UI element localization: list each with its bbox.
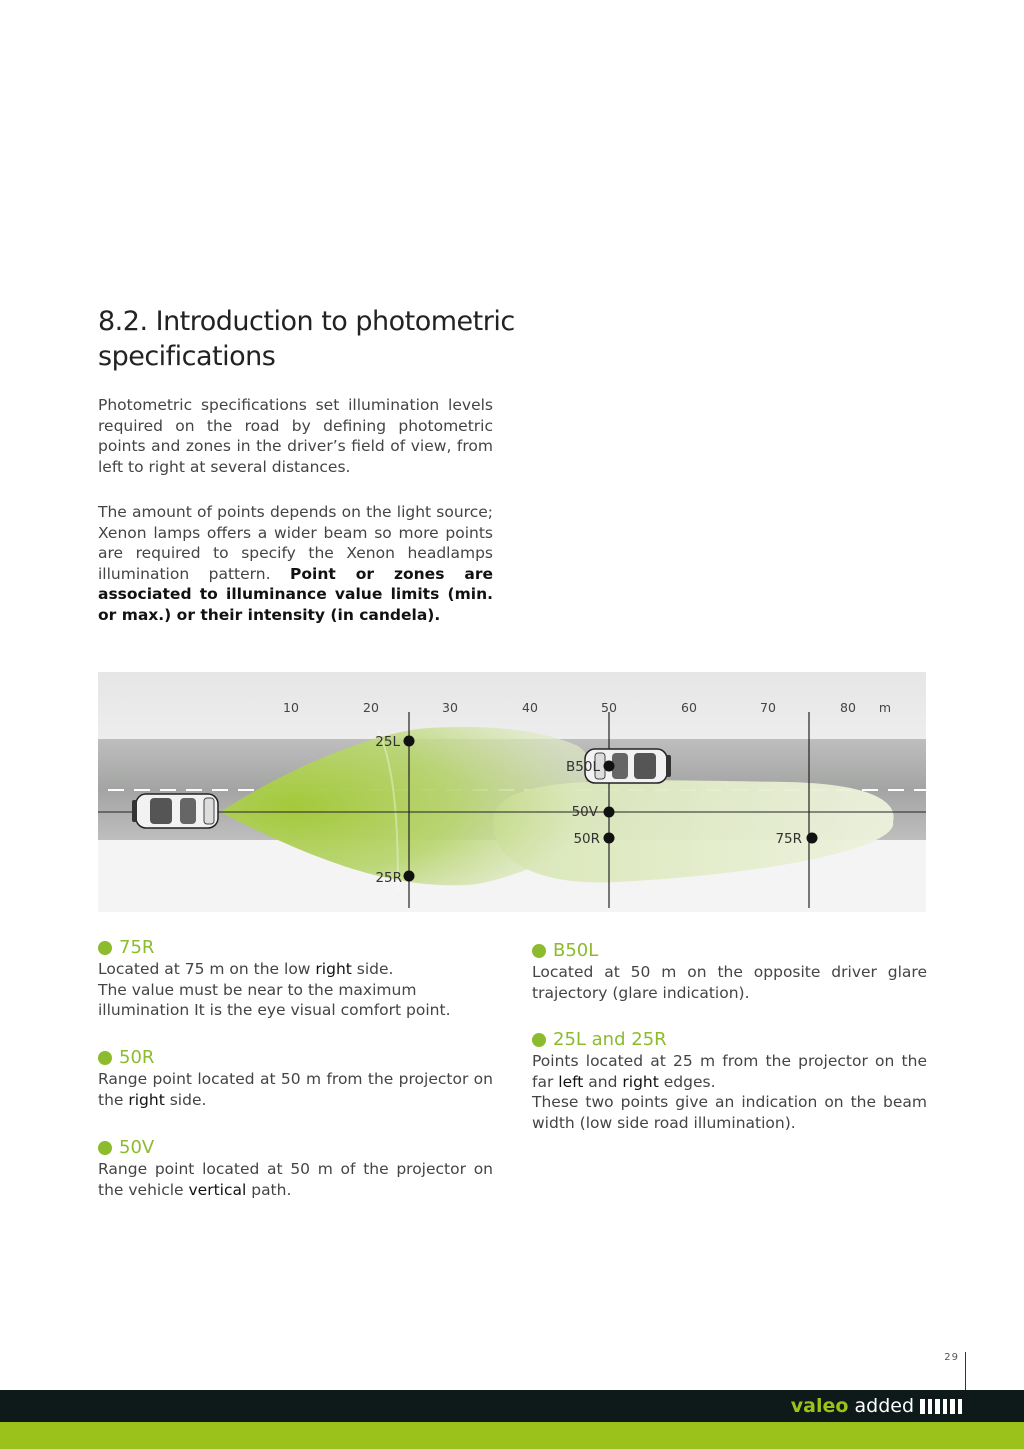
emphasis-vertical: vertical	[188, 1180, 247, 1199]
point-label-75R: 75R	[775, 831, 802, 847]
tick-label-10: 10	[283, 700, 299, 715]
point-label-B50L: B50L	[566, 759, 600, 775]
tick-label-20: 20	[363, 700, 379, 715]
bullet-50R	[98, 1047, 493, 1110]
photometric-points-diagram	[98, 672, 926, 912]
tick-label-40: 40	[522, 700, 538, 715]
tick-label-60: 60	[681, 700, 697, 715]
emphasis-right: right	[315, 960, 352, 978]
brand-logo	[791, 1394, 914, 1418]
bullet-title: 50V	[119, 1137, 155, 1158]
tick-label-80: 80	[840, 700, 856, 715]
tick-label-50: 50	[601, 700, 617, 715]
bullet-75R	[98, 937, 493, 1021]
brand-bars-icon	[920, 1399, 966, 1414]
light-source-paragraph	[98, 502, 493, 625]
emphasis-left: left	[558, 1072, 584, 1091]
bullet-dot-icon	[532, 1033, 546, 1047]
emphasis-right: right	[128, 1090, 165, 1109]
bullet-dot-icon	[98, 1141, 112, 1155]
bullet-B50L	[532, 940, 927, 1003]
bullet-title: 75R	[119, 937, 155, 958]
bullet-body: Located at 50 m on the opposite driver glare trajectory (glare indication).	[532, 963, 927, 1002]
bullet-body: Located at 75 m on the low right side. The value must be near to the maximum illumination It is the eye visual comfort point.	[98, 960, 451, 1019]
tick-label-30: 30	[442, 700, 458, 715]
point-marker-50R	[604, 833, 615, 844]
point-marker-25R	[404, 871, 415, 882]
intro-paragraph: Photometric specifications set illumination levels required on the road by defining photometric points and zones in the driver’s field of view, from left to right at several distances.	[98, 396, 493, 476]
bullet-body: Range point located at 50 m of the projector on the vehicle vertical path.	[98, 1160, 493, 1199]
emphasis-text: Point or zones are associated to illuminance value limits (min. or max.) or their intensity (in candela).	[98, 564, 493, 624]
tick-label-70: 70	[760, 700, 776, 715]
point-label-25R: 25R	[375, 870, 402, 886]
unit-label: m	[878, 700, 892, 715]
brand-name: valeo	[790, 1395, 849, 1417]
point-label-50V: 50V	[571, 804, 598, 820]
bullet-title: 25L and 25R	[553, 1029, 667, 1050]
point-marker-75R	[807, 833, 818, 844]
point-label-50R: 50R	[573, 831, 600, 847]
bullet-dot-icon	[98, 941, 112, 955]
bullet-title: B50L	[553, 940, 599, 961]
emphasis-right: right	[622, 1072, 659, 1091]
point-marker-25L	[404, 736, 415, 747]
point-marker-50V	[604, 807, 615, 818]
bullet-dot-icon	[532, 944, 546, 958]
point-label-25L: 25L	[375, 734, 400, 750]
bullet-dot-icon	[98, 1051, 112, 1065]
light-source-text: The amount of points depends on the light source; Xenon lamps offers a wider beam so more points are required to specify the Xenon headlamps illumination pattern.	[98, 503, 493, 583]
footer-accent-strip	[0, 1422, 1024, 1449]
bullet-title: 50R	[119, 1047, 155, 1068]
car-icon	[132, 794, 218, 828]
bullet-body: Points located at 25 m from the projector on the far left and right edges. These two points give an indication on the beam width (low side road illumination).	[532, 1052, 927, 1132]
section-heading: 8.2. Introduction to photometric specifications	[98, 306, 515, 372]
bullet-25L-25R	[532, 1029, 927, 1133]
page-number-rule	[965, 1352, 966, 1392]
page-number: 29	[944, 1352, 959, 1363]
brand-tagline: added	[854, 1395, 914, 1417]
bullet-body: Range point located at 50 m from the projector on the right side.	[98, 1070, 493, 1109]
bullet-50V	[98, 1137, 493, 1200]
point-marker-B50L	[604, 761, 615, 772]
